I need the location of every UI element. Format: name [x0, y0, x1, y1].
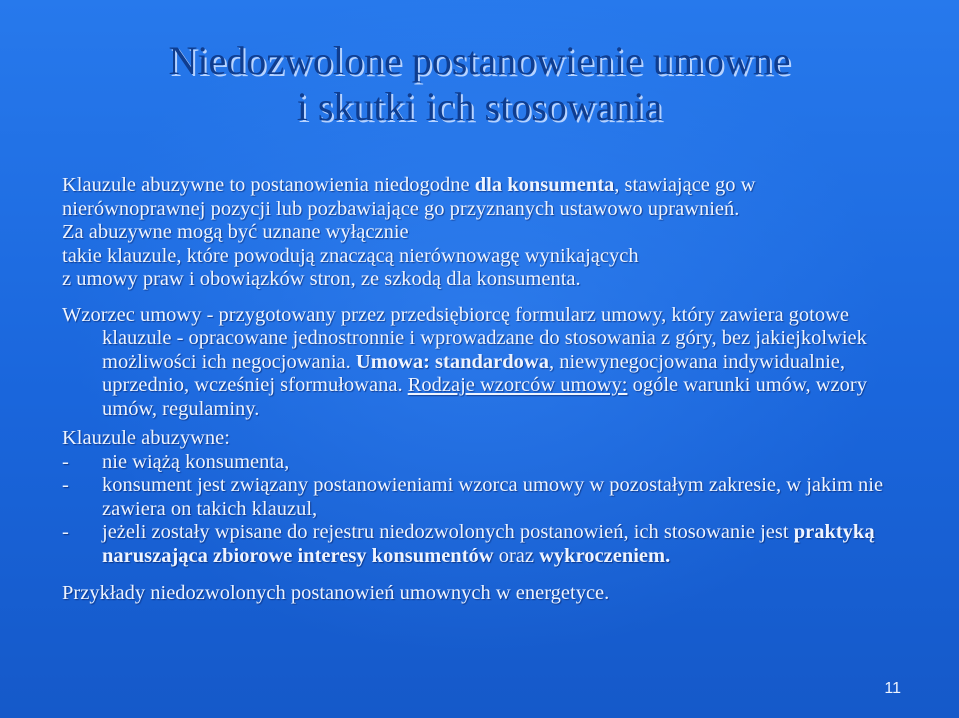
list-item-text-3c: oraz [493, 544, 540, 567]
definition-line-5: z umowy praw i obowiązków stron, ze szkodą dla konsumenta. [62, 268, 581, 290]
slide-title [0, 38, 959, 130]
abusive-clauses-heading: Klauzule abuzywne: [62, 427, 230, 449]
template-text-start: Wzorzec umowy - przygotowany przez przedsiębiorcę formularz umowy, który zawiera gotowe klauzule - opracowane jednostronnie i wprowadzane do stosowania z góry, bez jakiejkolwiek możliwości ich negocjowania. [62, 303, 867, 373]
definition-line-2: nierównoprawnej pozycji lub pozbawiające go przyznanych ustawowo uprawnień. [62, 197, 740, 220]
list-item-text-3a: jeżeli zostały wpisane do rejestru niedozwolonych postanowień, ich stosowanie jest [102, 521, 794, 543]
definition-line-4: takie klauzule, które powodują znaczącą nierównowagę wynikających [62, 244, 639, 267]
paragraph-template [62, 304, 922, 422]
template-text-end: ogóle warunki umów, wzory umów, regulaminy. [102, 374, 867, 420]
list-item-bold-practice: praktyką naruszająca zbiorowe interesy konsumentów [102, 521, 875, 567]
template-text-middle: , niewynegocjowana indywidualnie, uprzednio, wcześniej sformułowana. [102, 350, 845, 396]
slide-body [62, 174, 922, 606]
definition-bold-consumer: dla konsumenta [474, 174, 615, 196]
definition-text-end: , stawiające go w [614, 174, 756, 196]
page-number: 11 [884, 680, 901, 697]
definition-text-start: Klauzule abuzywne to postanowienia niedogodne [62, 174, 475, 196]
definition-line-3: Za abuzywne mogą być uznane wyłącznie [62, 221, 409, 243]
title-line-1: Niedozwolone postanowienie umowne [168, 38, 791, 83]
list-item [62, 451, 922, 475]
paragraph-definition [62, 174, 922, 292]
template-bold-standard: Umowa: standardowa [355, 350, 549, 373]
title-line-2: i skutki ich stosowania [296, 84, 663, 129]
dash-bullet: - [62, 474, 69, 496]
list-item-text-2: konsument jest związany postanowieniami wzorca umowy w pozostałym zakresie, w jakim nie zawiera on takich klauzul, [102, 474, 884, 520]
list-item [62, 474, 922, 521]
template-types-link[interactable]: Rodzaje wzorców umowy: [407, 374, 628, 396]
list-item-bold-offence: wykroczeniem. [539, 544, 671, 567]
list-item-text-1: nie wiążą konsumenta, [102, 450, 290, 473]
dash-bullet: - [62, 521, 69, 543]
list-item [62, 521, 922, 568]
paragraph-examples: Przykłady niedozwolonych postanowień umownych w energetyce. [62, 582, 610, 604]
dash-bullet: - [62, 450, 69, 473]
